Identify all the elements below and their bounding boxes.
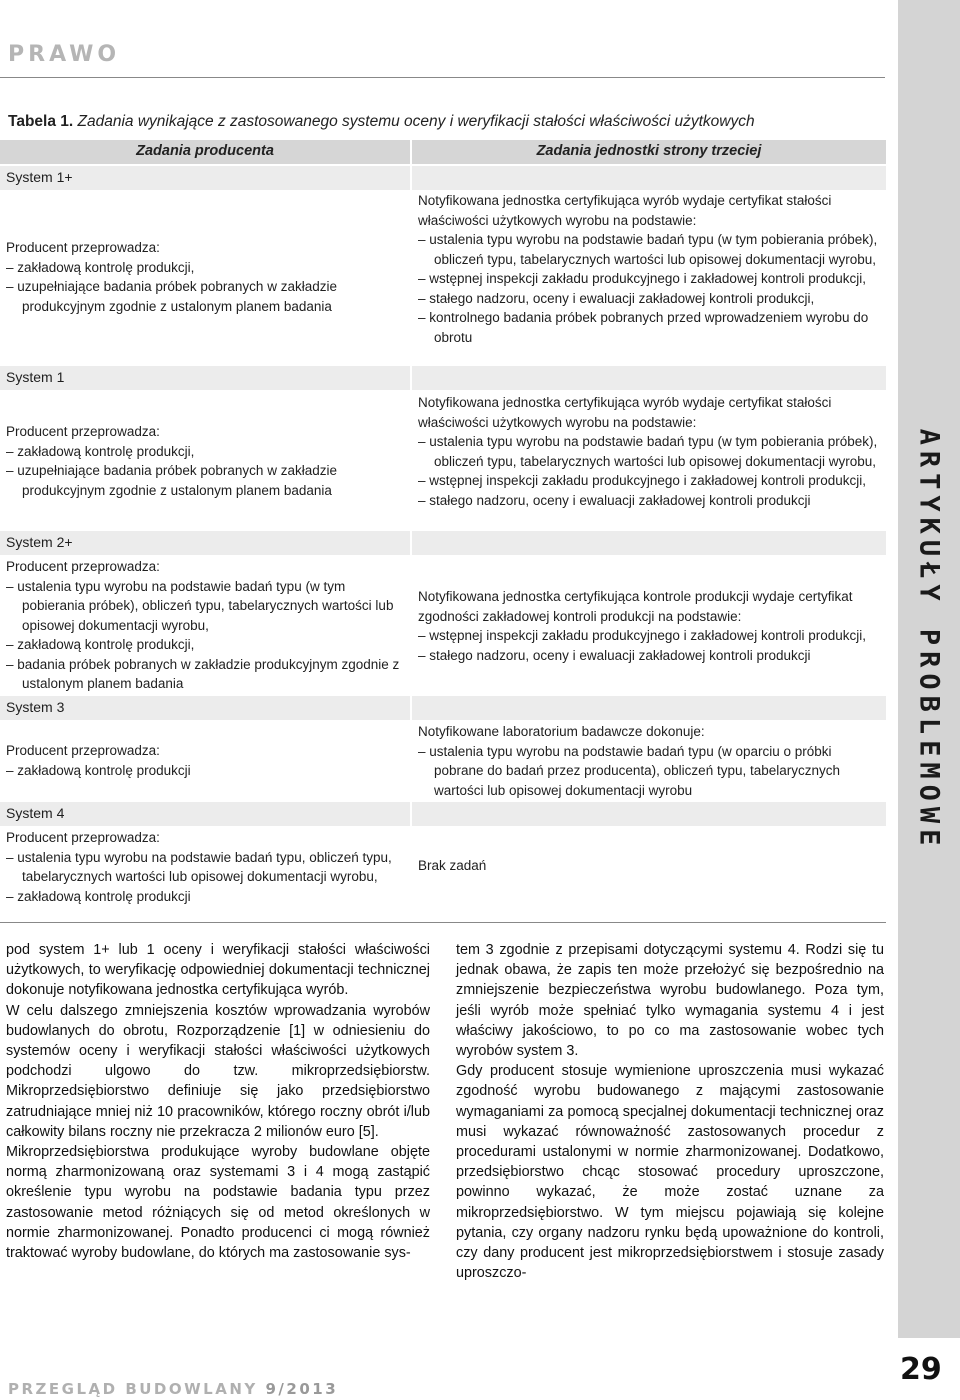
table-caption <box>8 113 888 131</box>
third-party-tasks-cell: Notyfikowana jednostka certyfikująca kontrole produkcji wydaje certyfikat zgodności zakładowej kontroli produkcji na podstawie: – wstępnej inspekcji zakładu produkcyjnego i zakładowej kontroli produkcji, – stałego nadzoru, oceny i ewaluacji zakładowej kontroli produkcji <box>418 589 866 663</box>
page-number: 29 <box>900 1352 942 1387</box>
third-party-tasks-cell: Brak zadań <box>418 858 487 873</box>
section-label: PRAWO <box>8 42 121 67</box>
system-name: System 3 <box>6 699 65 715</box>
producer-tasks-cell: Producent przeprowadza: – ustalenia typu wyrobu na podstawie badań typu, obliczeń typu, tabelarycznych wartości lub opisowej dokumentacji wyrobu, – zakładową kontrolę produkcji <box>6 830 392 904</box>
body-paragraph: pod system 1+ lub 1 oceny i weryfikacji stałości właściwości użytkowych, to weryfikację odpowiedniej dokumentacji technicznej dokonuje notyfikowana jednostka certyfikująca wyrób. <box>6 942 430 999</box>
header-producer-tasks: Zadania producenta <box>136 143 274 159</box>
system-row-bar <box>0 366 886 390</box>
footer-journal <box>8 1380 338 1398</box>
system-name: System 2+ <box>6 534 73 550</box>
body-column-right <box>456 940 884 1283</box>
system-name: System 4 <box>6 805 65 821</box>
body-paragraph: Mikroprzedsiębiorstwa produkujące wyroby budowlane objęte normą zharmonizowaną oraz systemami 3 i 4 mogą zastąpić określenie typu wyrobu na podstawie badania typu przez zastosowanie metod różniących się od metod określonych w normie zharmonizowanej. Ponadto producenci ci mogą również traktować wyroby budowlane, do których ma zastosowanie sys- <box>6 1144 430 1262</box>
third-party-tasks-cell: Notyfikowana jednostka certyfikująca wyrób wydaje certyfikat stałości właściwości użytkowych wyrobu na podstawie: – ustalenia typu wyrobu na podstawie badań typu (w tym pobierania próbek), obliczeń typu, tabelarycznych wartości lub opisowej dokumentacji wyrobu, – wstępnej inspekcji zakładu produkcyjnego i zakładowej kontroli produkcji, – stałego nadzoru, oceny i ewaluacji zakładowej kontroli produkcji <box>418 395 878 508</box>
body-paragraph: tem 3 zgodnie z przepisami dotyczącymi systemu 4. Rodzi się tu jednak obawa, że zapis ten może przełożyć się bezpośrednio na zmniejszenie bezpieczeństwa wyrobu budowlanego. Poza tym, jeśli wyrób może spełniać tylko wymagania systemu 4 i jest właściwy jakościowo, to po co ma zastosowanie wobec tych wyrobów system 3. <box>456 942 884 1060</box>
system-row-bar <box>0 531 886 555</box>
column-divider <box>410 140 412 908</box>
producer-tasks-cell: Producent przeprowadza: – zakładową kontrolę produkcji, – uzupełniające badania próbek pobranych w zakładzie produkcyjnym zgodnie z ustalonym planem badania <box>6 424 337 498</box>
table-caption-label: Tabela 1. <box>8 113 74 130</box>
system-row-bar <box>0 802 886 826</box>
system-row-bar <box>0 166 886 190</box>
third-party-tasks-cell: Notyfikowane laboratorium badawcze dokonuje: – ustalenia typu wyrobu na podstawie badań typu (w oparciu o próbki pobrane do badań przez producenta), obliczeń typu, tabelarycznych wartości lub opisowej dokumentacji wyrobu <box>418 724 841 798</box>
system-row-bar <box>0 696 886 720</box>
system-name: System 1 <box>6 369 65 385</box>
table-bottom-divider <box>0 922 886 923</box>
journal-name: PRZEGLĄD BUDOWLANY <box>8 1380 258 1398</box>
side-category-label: ARTYKUŁY PROBLEMOWE <box>913 428 945 852</box>
producer-tasks-cell: Producent przeprowadza: – zakładową kontrolę produkcji <box>6 743 191 778</box>
table-caption-text: Zadania wynikające z zastosowanego systemu oceny i weryfikacji stałości właściwości użytkowych <box>77 113 755 130</box>
producer-tasks-cell: Producent przeprowadza: – ustalenia typu wyrobu na podstawie badań typu (w tym pobierania próbek), obliczeń typu, tabelarycznych wartości lub opisowej dokumentacji wyrobu, – zakładową kontrolę produkcji, – badania próbek pobranych w zakładzie produkcyjnym zgodnie z ustalonym planem badania <box>6 559 400 691</box>
journal-issue: 9/2013 <box>265 1380 339 1398</box>
third-party-tasks-cell: Notyfikowana jednostka certyfikująca wyrób wydaje certyfikat stałości właściwości użytkowych wyrobu na podstawie: – ustalenia typu wyrobu na podstawie badań typu (w tym pobierania próbek), obliczeń typu, tabelarycznych wartości lub opisowej dokumentacji wyrobu, – wstępnej inspekcji zakładu produkcyjnego i zakładowej kontroli produkcji, – stałego nadzoru, oceny i ewaluacji zakładowej kontroli produkcji, – kontrolnego badania próbek pobranych przed wprowadzeniem wyrobu do obrotu <box>418 193 878 345</box>
body-paragraph: Gdy producent stosuje wymienione uproszczenia musi wykazać zgodność wyrobu budowanego z mającymi zastosowanie wymaganiami za pomocą specjalnej dokumentacji technicznej oraz musi wykazać równoważność zastosowanych procedur z procedurami ustalonymi w normie zharmonizowanej. Dodatkowo, przedsiębiorstwo chcąc stosować procedury uproszczone, powinno wykazać, że może zostać uznane za mikroprzedsiębiorstwo. W tym miejscu pojawiają się kolejne pytania, czy organy nadzoru rynku będą upoważnione do kontroli, czy dany producent jest mikroprzedsiębiorstwem i stosuje zasady uproszczo- <box>456 1063 884 1282</box>
top-divider <box>0 77 885 78</box>
systems-table <box>0 140 886 908</box>
producer-tasks-cell: Producent przeprowadza: – zakładową kontrolę produkcji, – uzupełniające badania próbek pobranych w zakładzie produkcyjnym zgodnie z ustalonym planem badania <box>6 240 337 314</box>
header-third-party-tasks: Zadania jednostki strony trzeciej <box>536 143 762 159</box>
body-paragraph: W celu dalszego zmniejszenia kosztów wprowadzania wyrobów budowlanych do obrotu, Rozporządzenie [1] w odniesieniu do systemów oceny i weryfikacji stałości właściwości użytkowych podchodzi ulgowo do tzw. mikroprzedsiębiorstw. Mikroprzedsiębiorstwo definiuje się jako przedsiębiorstwo zatrudniające mniej niż 10 pracowników, którego roczny obrót i/lub całkowity bilans roczny nie przekracza 2 milionów euro [5]. <box>6 1002 430 1140</box>
body-column-left <box>6 940 430 1263</box>
system-name: System 1+ <box>6 169 73 185</box>
